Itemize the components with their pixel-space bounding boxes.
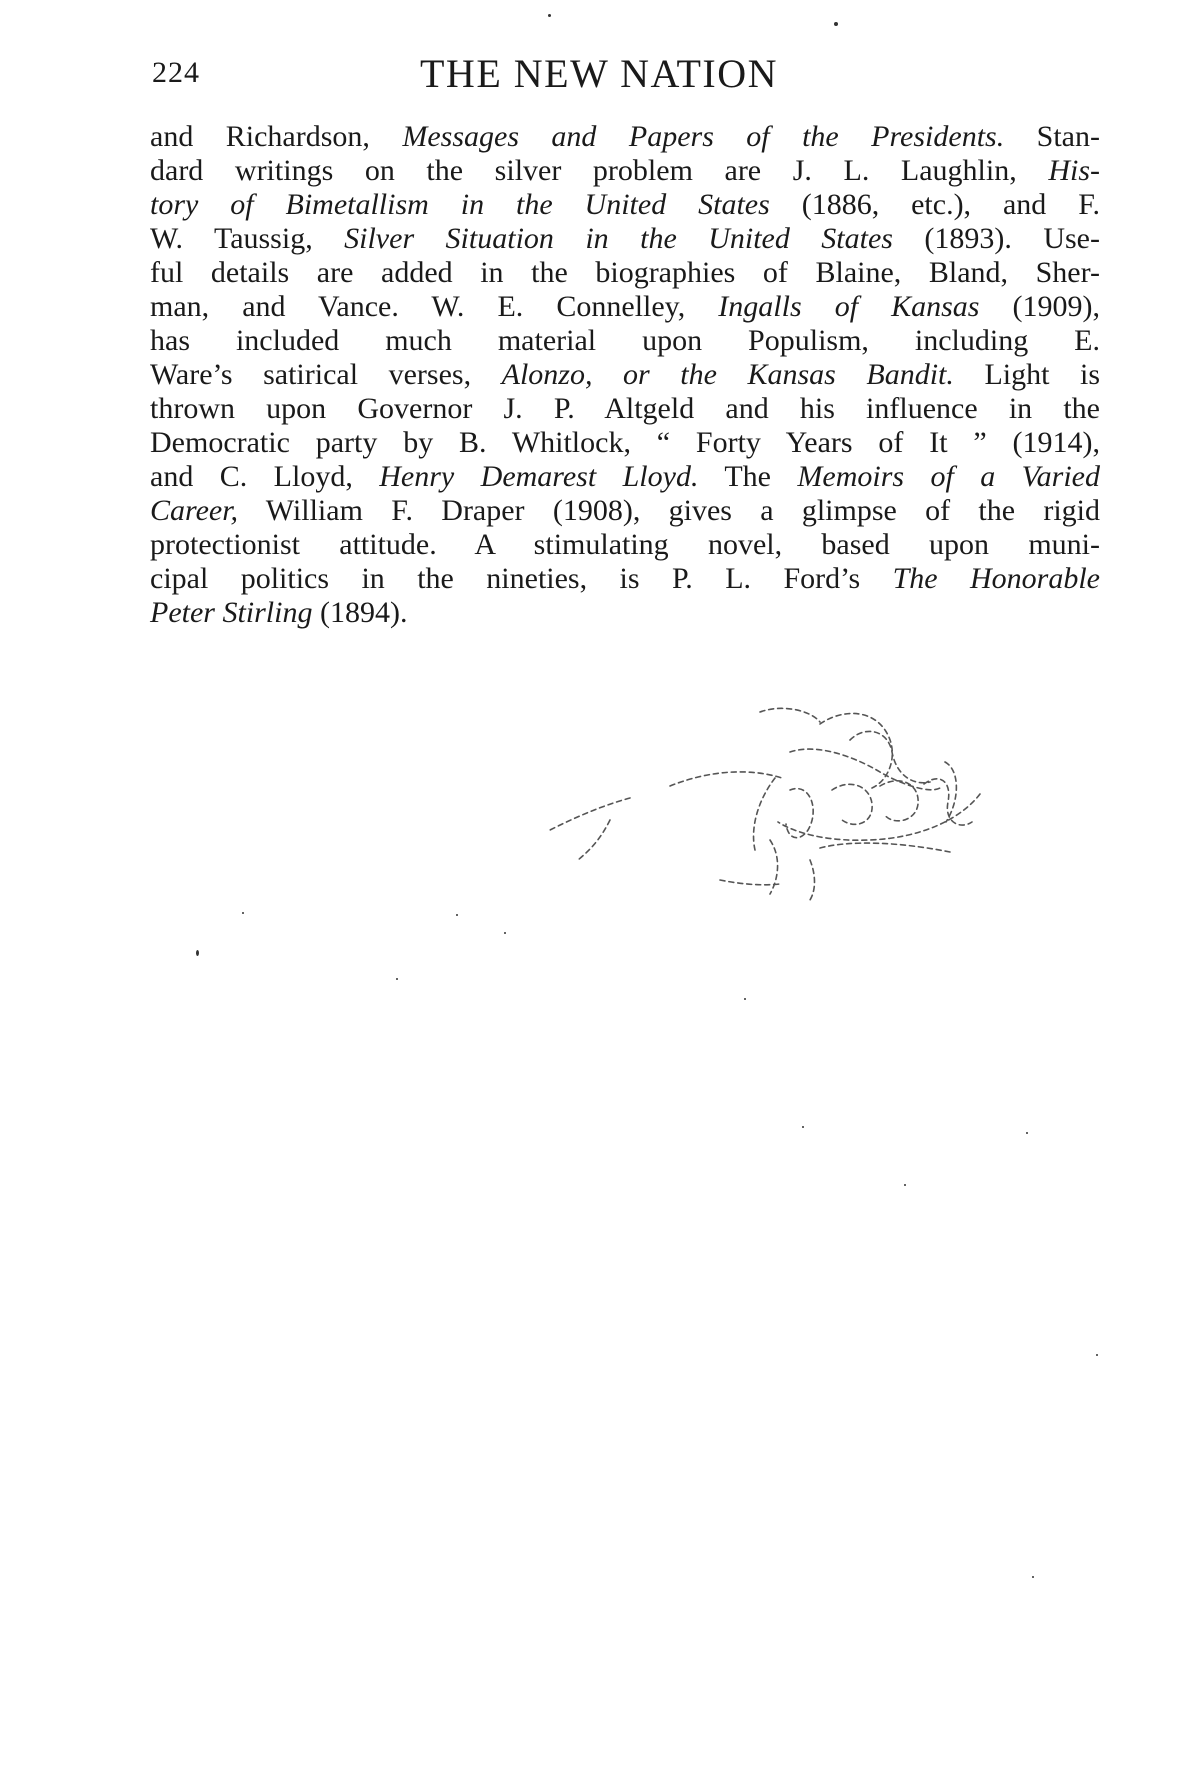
text-line [150,188,1100,222]
page-number: 224 [152,56,200,89]
body-text-run: (1893). Use- [892,222,1100,255]
italic-title-text: Silver Situation in the United States [344,222,893,255]
text-line [150,324,1100,358]
body-text-run: protectionist attitude. A stimulating novel, based upon muni- [150,528,1100,561]
body-text-run: W. Taussig, [150,222,345,255]
ink-flourish-icon [520,690,1100,1010]
body-text-run: Light is [953,358,1101,391]
text-line [150,290,1100,324]
text-line [150,222,1100,256]
italic-title-text: Alonzo, or the Kansas Bandit. [501,358,954,391]
ink-speck [196,950,199,956]
italic-title-text: tory of Bimetallism in the United States [150,188,770,221]
italic-title-text: Peter Stirling [150,596,313,629]
italic-title-text: Career, [150,494,239,527]
text-line [150,596,1100,630]
ink-speck [834,22,838,26]
ink-speck [548,14,551,17]
body-text-run: and Richardson, [150,120,403,153]
text-line [150,426,1100,460]
ink-speck [802,1126,804,1128]
ink-speck [904,1184,906,1186]
text-line [150,528,1100,562]
body-text-run: (1909), [979,290,1100,323]
ink-speck [396,978,398,980]
text-line [150,494,1100,528]
body-text-run: The [698,460,798,493]
body-text-run: William F. Draper (1908), gives a glimpse of the rigid [238,494,1100,527]
body-text-run: has included much material upon Populism, including E. [150,324,1100,357]
body-text-run: and C. Lloyd, [150,460,380,493]
italic-title-text: His- [1048,154,1100,187]
ink-speck [1096,1354,1098,1356]
italic-title-text: Ingalls of Kansas [718,290,980,323]
body-text-run: cipal politics in the nineties, is P. L. Ford’s [150,562,893,595]
body-text-run: Ware’s satirical verses, [150,358,502,391]
ink-speck [1026,1132,1028,1134]
ink-speck [504,932,506,934]
body-text-run: Stan- [1004,120,1100,153]
text-line [150,256,1100,290]
text-line [150,460,1100,494]
ink-speck [1032,1576,1034,1578]
text-line [150,154,1100,188]
italic-title-text: Henry Demarest Lloyd. [379,460,699,493]
bibliography-paragraph [150,120,1100,630]
ink-flourish-mark [520,690,1100,1010]
text-line [150,120,1100,154]
body-text-run: thrown upon Governor J. P. Altgeld and his influence in the [150,392,1100,425]
italic-title-text: Memoirs of a Varied [797,460,1100,493]
text-line [150,392,1100,426]
ink-speck [242,912,244,914]
body-text-run: man, and Vance. W. E. Connelley, [150,290,719,323]
body-text-run: dard writings on the silver problem are J. L. Laughlin, [150,154,1049,187]
ink-speck [456,914,458,916]
italic-title-text: Messages and Papers of the Presidents. [402,120,1005,153]
body-text-run: ful details are added in the biographies of Blaine, Bland, Sher- [150,256,1100,289]
running-title: THE NEW NATION [420,51,778,96]
body-text-run: Democratic party by B. Whitlock, “ Forty Years of It ” (1914), [150,426,1100,459]
ink-speck [744,998,746,1000]
italic-title-text: The Honorable [892,562,1100,595]
body-text-run: (1886, etc.), and F. [769,188,1100,221]
text-line [150,358,1100,392]
body-text-run: (1894). [312,596,408,629]
running-head [150,50,1100,110]
text-line [150,562,1100,596]
